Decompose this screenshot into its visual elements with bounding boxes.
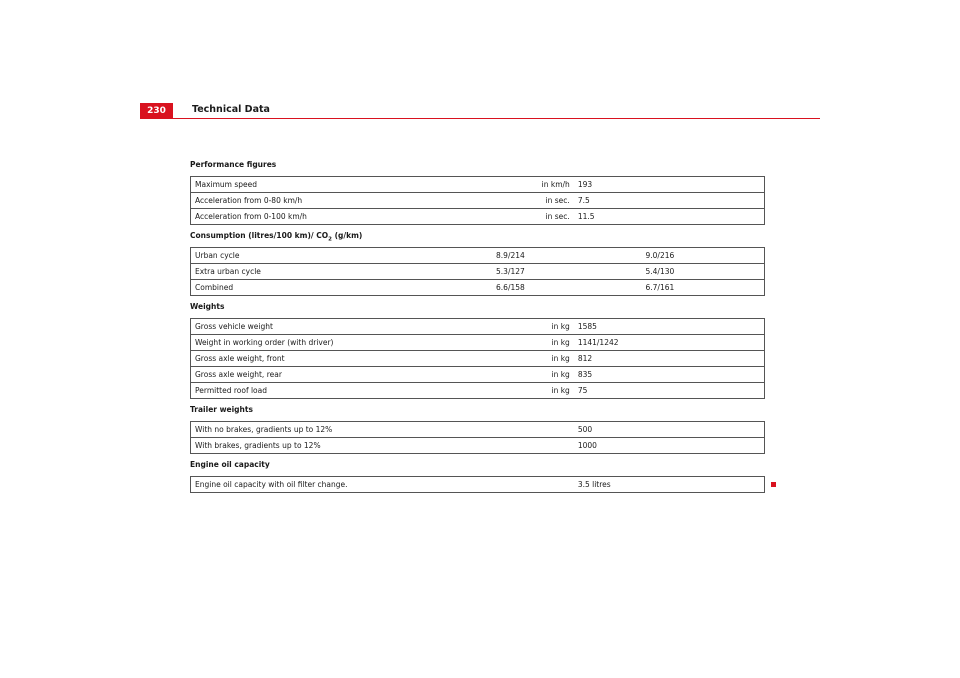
performance-table	[190, 176, 765, 225]
row-value: 835	[574, 367, 765, 383]
header-rule	[173, 118, 820, 119]
table-row	[191, 422, 765, 438]
row-value: 812	[574, 351, 765, 367]
row-value-1: 6.6/158	[496, 283, 525, 292]
row-value-1: 8.9/214	[492, 248, 641, 264]
table-row	[191, 477, 765, 493]
row-value: 7.5	[574, 193, 765, 209]
row-unit: in kg	[551, 370, 570, 379]
section-end-marker-icon	[771, 482, 776, 487]
row-value: 500	[574, 422, 765, 438]
row-unit: in kg	[551, 322, 570, 331]
row-label: Urban cycle	[191, 248, 493, 264]
row-value: 1141/1242	[574, 335, 765, 351]
row-label: With no brakes, gradients up to 12%	[191, 422, 574, 438]
table-row	[191, 319, 765, 335]
row-value-2: 9.0/216	[641, 248, 764, 264]
row-value: 1585	[574, 319, 765, 335]
row-label: Extra urban cycle	[191, 264, 493, 280]
performance-heading: Performance figures	[190, 160, 277, 169]
weights-heading: Weights	[190, 302, 225, 311]
table-row	[191, 335, 765, 351]
table-row	[191, 367, 765, 383]
row-unit: in kg	[551, 386, 570, 395]
row-value: 11.5	[577, 212, 595, 221]
row-label: Gross axle weight, front in kg	[191, 351, 574, 367]
table-row	[191, 351, 765, 367]
row-value-2: 6.7/161	[645, 283, 675, 292]
page-number: 230	[140, 103, 173, 119]
content	[190, 155, 765, 498]
row-value: 75	[577, 386, 588, 395]
row-label: Maximum speed in km/h	[191, 177, 574, 193]
row-label: Engine oil capacity with oil filter change.	[195, 480, 348, 489]
row-label: Combined	[195, 283, 234, 292]
row-unit: in sec.	[545, 212, 570, 221]
oil-table	[190, 476, 765, 493]
consumption-table	[190, 247, 765, 296]
table-row	[191, 383, 765, 399]
row-unit: in km/h	[541, 180, 570, 189]
trailer-table	[190, 421, 765, 454]
trailer-heading: Trailer weights	[190, 405, 253, 414]
table-row	[191, 193, 765, 209]
row-value: 193	[574, 177, 765, 193]
row-label: Acceleration from 0-80 km/h in sec.	[191, 193, 574, 209]
row-value-1: 5.3/127	[492, 264, 641, 280]
table-row	[191, 209, 765, 225]
page-title: Technical Data	[192, 104, 270, 115]
row-value-2: 5.4/130	[641, 264, 764, 280]
table-row	[191, 264, 765, 280]
row-value: 1000	[577, 441, 597, 450]
row-unit: in kg	[551, 354, 570, 363]
row-unit: in sec.	[545, 196, 570, 205]
row-label: Gross vehicle weight in kg	[191, 319, 574, 335]
table-row	[191, 177, 765, 193]
table-row	[191, 438, 765, 454]
row-label: Gross axle weight, rear in kg	[191, 367, 574, 383]
consumption-heading: Consumption (litres/100 km)/ $CO_2$ (g/km)	[190, 231, 363, 243]
table-row	[191, 248, 765, 264]
row-label: With brakes, gradients up to 12%	[195, 441, 321, 450]
row-label: Permitted roof load in kg	[191, 383, 574, 399]
row-unit: in kg	[551, 338, 570, 347]
oil-heading: Engine oil capacity	[190, 460, 270, 469]
row-label: Acceleration from 0-100 km/h in sec.	[191, 209, 574, 225]
row-value: 3.5 litres	[577, 480, 611, 489]
weights-table	[190, 318, 765, 399]
row-label: Weight in working order (with driver) in kg	[191, 335, 574, 351]
table-row	[191, 280, 765, 296]
page-header	[140, 103, 820, 119]
